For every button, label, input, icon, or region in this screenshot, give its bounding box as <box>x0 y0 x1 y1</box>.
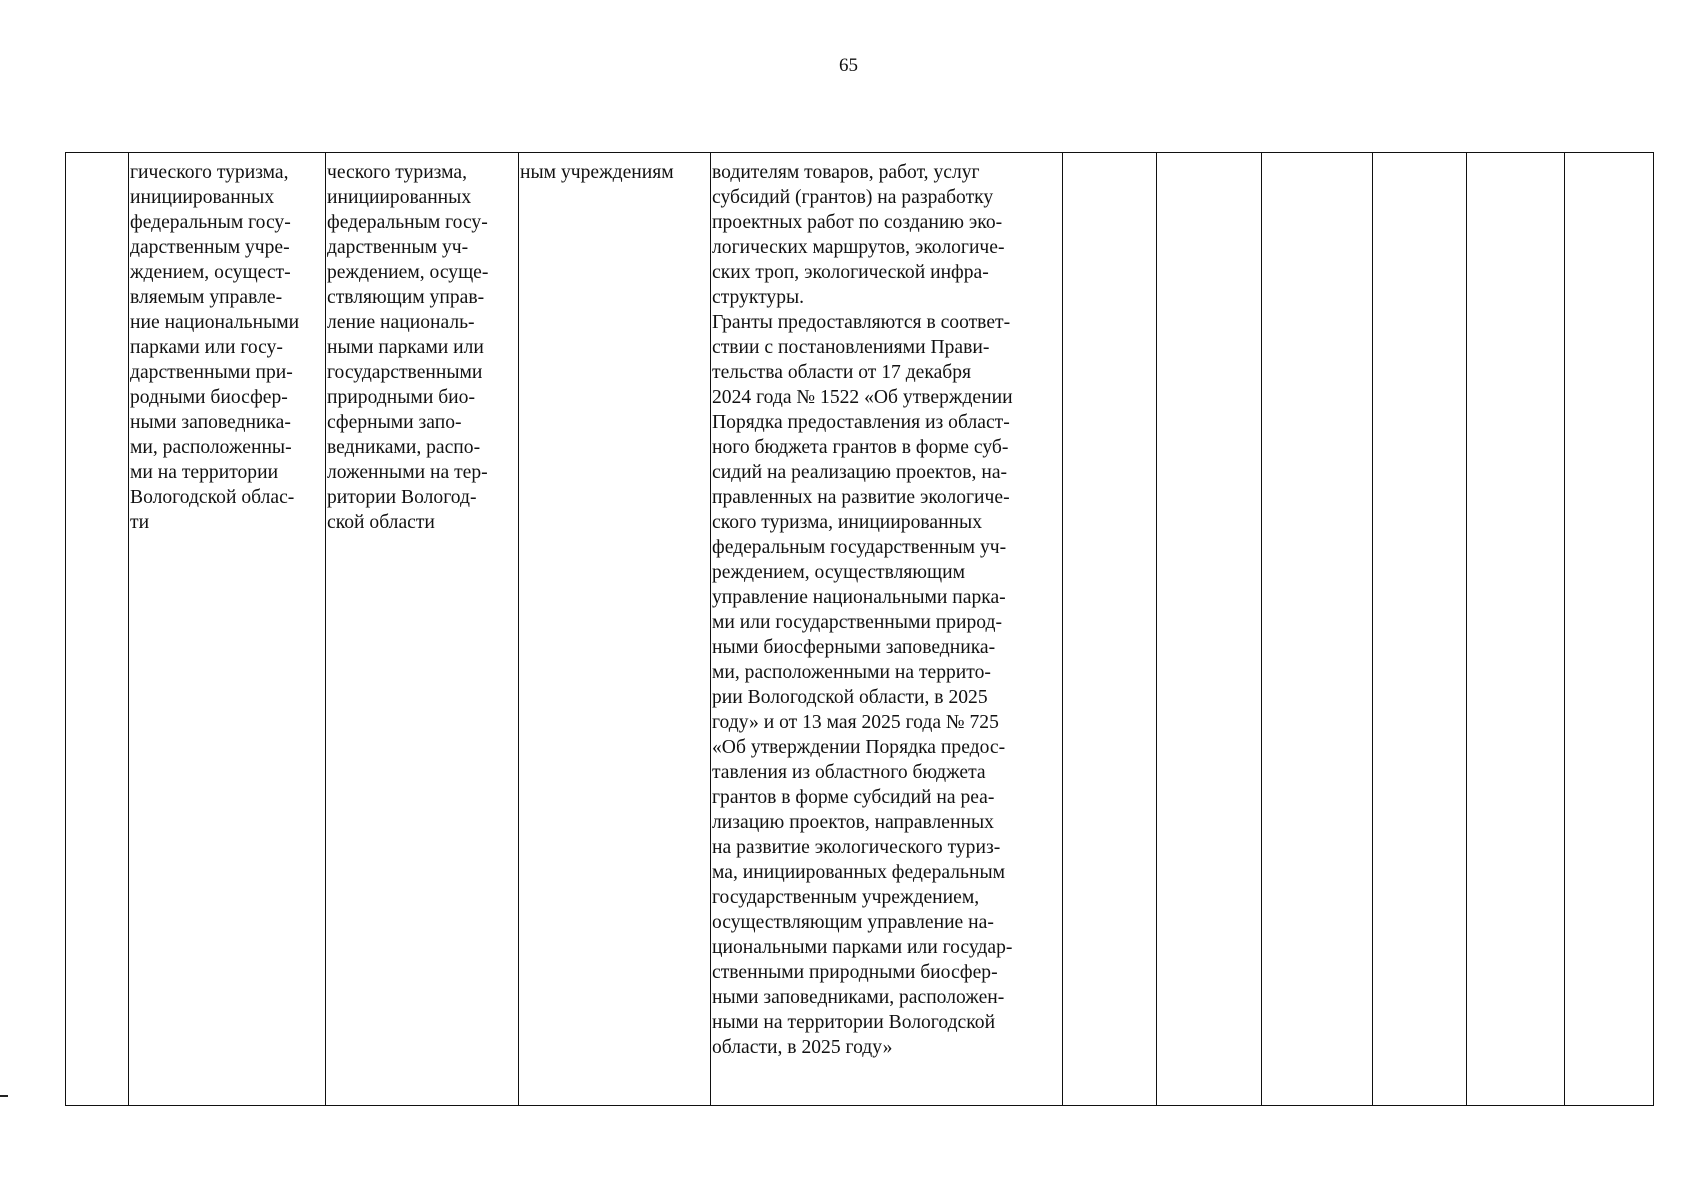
cell-text-line: ми на территории <box>130 462 279 483</box>
cell-text-line: ческого туризма, <box>327 162 468 183</box>
table-cell-tourism-1 <box>129 153 326 1106</box>
cell-text-line: федеральным госу- <box>327 212 488 233</box>
cell-text-line: ного бюджета грантов в форме суб- <box>712 437 1009 458</box>
cell-text-line: ских троп, экологической инфра- <box>712 262 989 283</box>
cell-text-line: структуры. <box>712 287 805 308</box>
cell-text-line: ведниками, распо- <box>327 437 481 458</box>
cell-text-line: году» и от 13 мая 2025 года № 725 <box>712 712 999 733</box>
table-cell-blank-11 <box>1565 153 1654 1106</box>
cell-text-line: тельства области от 17 декабря <box>712 362 972 383</box>
cell-text-line: ложенными на тер- <box>327 462 488 483</box>
scan-mark <box>0 1095 8 1097</box>
cell-text-line: «Об утверждении Порядка предос- <box>712 737 1006 758</box>
cell-text-line: грантов в форме субсидий на реа- <box>712 787 995 808</box>
cell-text-line: сидий на реализацию проектов, на- <box>712 462 1008 483</box>
page-number: 65 <box>839 55 858 76</box>
cell-text-line: вляемым управле- <box>130 287 283 308</box>
table-cell-grant-description <box>711 153 1063 1106</box>
cell-text-line: дарственным уч- <box>327 237 469 258</box>
cell-text-line: инициированных <box>327 187 472 208</box>
table-cell-blank-6 <box>1063 153 1157 1106</box>
cell-text-line: ственными природными биосфер- <box>712 962 998 983</box>
table-cell-blank-8 <box>1262 153 1373 1106</box>
cell-text-line: государственными <box>327 362 483 383</box>
cell-text-line: лизацию проектов, направленных <box>712 812 994 833</box>
table-cell-blank-7 <box>1157 153 1262 1106</box>
cell-text-line: государственным учреждением, <box>712 887 980 908</box>
table-cell-blank-1 <box>66 153 129 1106</box>
cell-text-line: ского туризма, инициированных <box>712 512 982 533</box>
cell-text-line: ма, инициированных федеральным <box>712 862 1006 883</box>
cell-text-line: родными биосфер- <box>130 387 288 408</box>
cell-text-line: осуществляющим управление на- <box>712 912 994 933</box>
cell-text-line: дарственными при- <box>130 362 293 383</box>
cell-text-line: Порядка предоставления из област- <box>712 412 1010 433</box>
cell-text-line: ными заповедниками, расположен- <box>712 987 1005 1008</box>
cell-text-line: субсидий (грантов) на разработку <box>712 187 994 208</box>
cell-text-line: ти <box>130 512 150 533</box>
cell-text-line: ми, расположенны- <box>130 437 292 458</box>
cell-text-line: правленных на развитие экологиче- <box>712 487 1010 508</box>
cell-text-line: проектных работ по созданию эко- <box>712 212 1003 233</box>
cell-text-line: ным учреждениям <box>520 162 674 183</box>
table-cell-recipient <box>519 153 711 1106</box>
cell-text-line: Гранты предоставляются в соответ- <box>712 312 1011 333</box>
cell-text-line: рии Вологодской области, в 2025 <box>712 687 988 708</box>
cell-text-line: ными биосферными заповедника- <box>712 637 996 658</box>
cell-text-line: ждением, осущест- <box>130 262 291 283</box>
cell-text-line: 2024 года № 1522 «Об утверждении <box>712 387 1013 408</box>
cell-text-line: федеральным государственным уч- <box>712 537 1007 558</box>
cell-text-line: управление национальными парка- <box>712 587 1006 608</box>
cell-text-line: реждением, осуществляющим <box>712 562 966 583</box>
cell-text-line: дарственным учре- <box>130 237 290 258</box>
cell-text-line: водителям товаров, работ, услуг <box>712 162 980 183</box>
cell-text-line: парками или госу- <box>130 337 283 358</box>
cell-text-line: Вологодской облас- <box>130 487 295 508</box>
cell-text-line: ными на территории Вологодской <box>712 1012 996 1033</box>
cell-text-line: гического туризма, <box>130 162 289 183</box>
cell-text-line: природными био- <box>327 387 475 408</box>
document-table <box>65 152 1654 1106</box>
cell-text-line: ской области <box>327 512 435 533</box>
cell-text-line: федеральным госу- <box>130 212 291 233</box>
cell-text-line: ритории Вологод- <box>327 487 477 508</box>
cell-text-line: ние национальными <box>130 312 300 333</box>
cell-text-line: инициированных <box>130 187 275 208</box>
cell-text-line: ми или государственными природ- <box>712 612 1003 633</box>
cell-text-line: ными заповедника- <box>130 412 291 433</box>
cell-text-line: реждением, осуще- <box>327 262 489 283</box>
cell-text-line: ствии с постановлениями Прави- <box>712 337 990 358</box>
table-cell-blank-9 <box>1373 153 1467 1106</box>
cell-text-line: на развитие экологического туриз- <box>712 837 1001 858</box>
cell-text-line: циональными парками или государ- <box>712 937 1013 958</box>
table-cell-tourism-2 <box>326 153 519 1106</box>
cell-text-line: ствляющим управ- <box>327 287 485 308</box>
cell-text-line: ми, расположенными на террито- <box>712 662 991 683</box>
cell-text-line: тавления из областного бюджета <box>712 762 986 783</box>
cell-text-line: области, в 2025 году» <box>712 1037 893 1058</box>
table-cell-blank-10 <box>1467 153 1565 1106</box>
cell-text-line: ление националь- <box>327 312 475 333</box>
cell-text-line: логических маршрутов, экологиче- <box>712 237 1005 258</box>
cell-text-line: ными парками или <box>327 337 484 358</box>
table-row <box>66 153 1654 1106</box>
cell-text-line: сферными запо- <box>327 412 462 433</box>
